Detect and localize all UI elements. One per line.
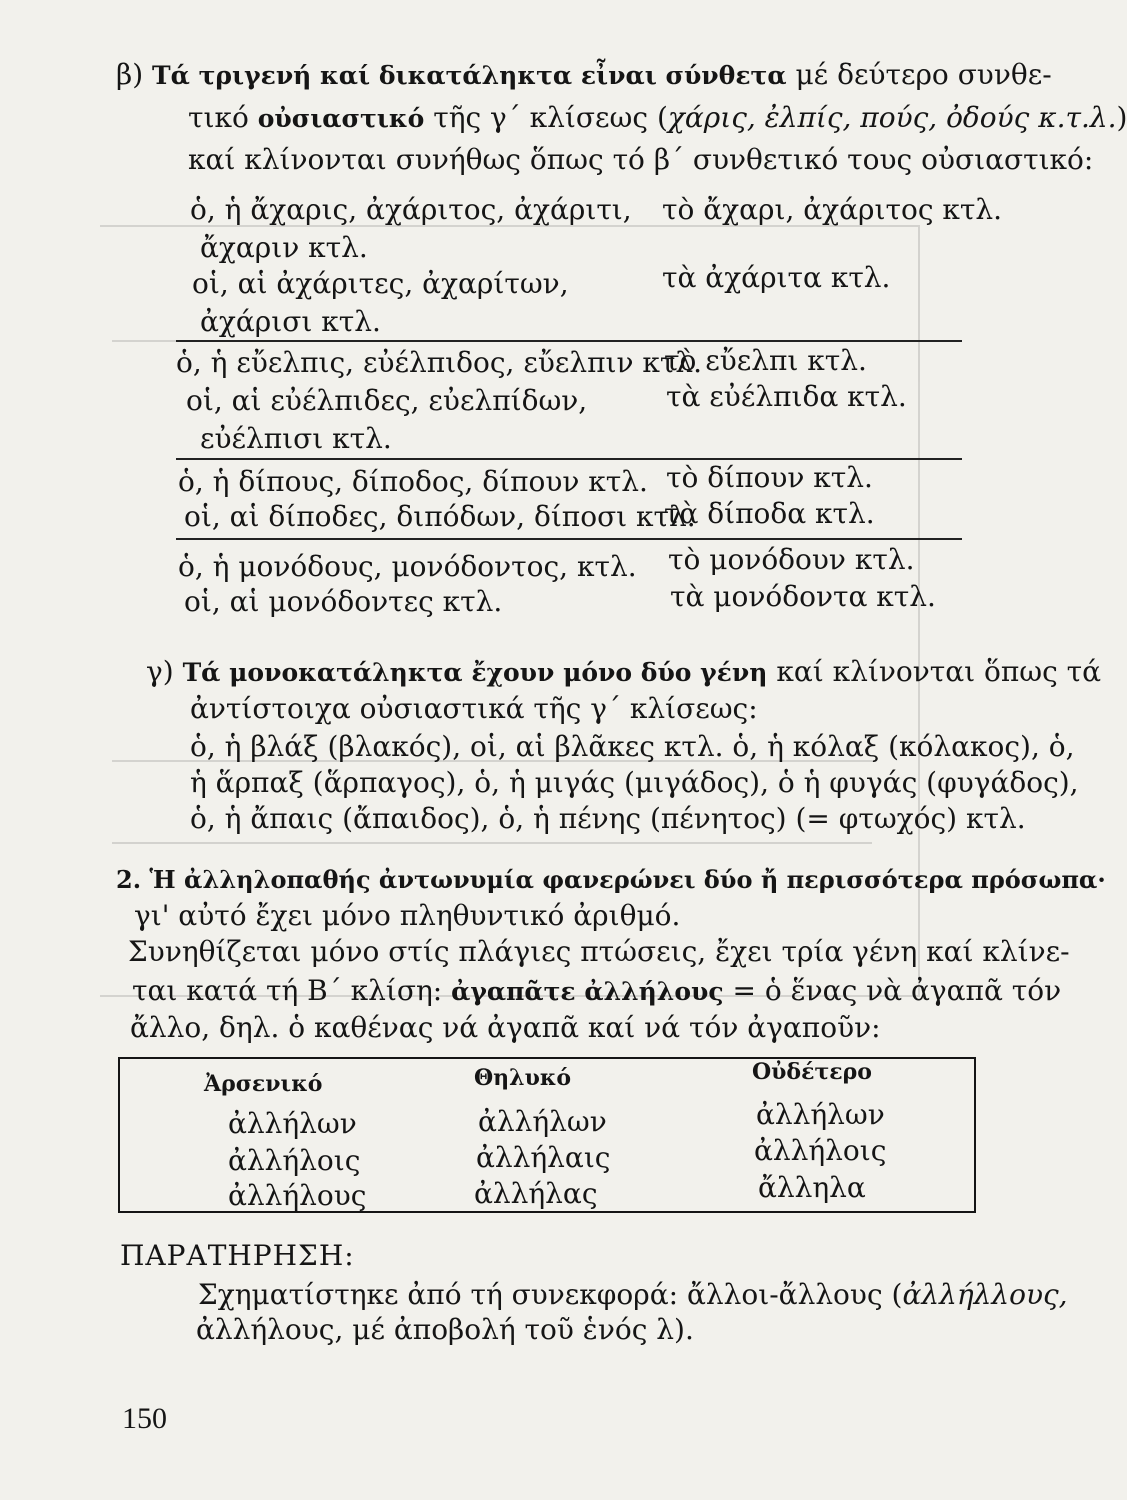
paradigm-right: τὸ ἄχαρι, ἀχάριτος κτλ. (662, 193, 1003, 226)
table-cell: ἀλλήλας (474, 1177, 598, 1210)
section-c-line-1: γ) Τά μονοκατάληκτα ἔχουν μόνο δύο γένη καί κλίνονται ὅπως τά (146, 655, 1102, 688)
paradigm-left: οἱ, αἱ δίποδες, διπόδων, δίποσι κτλ. (184, 500, 696, 533)
section-c-line-4: ἡ ἅρπαξ (ἅρπαγος), ὁ, ἡ μιγάς (μιγάδος), ὁ ἡ φυγάς (φυγάδος), (190, 766, 1079, 799)
table-cell: ἀλλήλων (756, 1098, 885, 1131)
paradigm-right: τὰ μονόδοντα κτλ. (670, 580, 936, 613)
paradigm-left: ὁ, ἡ ἄχαρις, ἀχάριτος, ἀχάριτι, (190, 193, 632, 226)
table-cell: ἀλλήλους (228, 1179, 367, 1212)
paradigm-right: τὰ εὐέλπιδα κτλ. (666, 380, 907, 413)
paradigm-left: οἱ, αἱ ἀχάριτες, ἀχαρίτων, (192, 267, 569, 300)
section-2-line-5: ἄλλο, δηλ. ὁ καθένας νά ἀγαπᾶ καί νά τόν ἀγαποῦν: (130, 1011, 881, 1044)
paradigm-left: οἱ, αἱ εὐέλπιδες, εὐελπίδων, (186, 384, 588, 417)
table-header: Ἀρσενικό (204, 1071, 323, 1097)
section-2-line-4: ται κατά τή Β΄ κλίση: ἀγαπᾶτε ἀλλήλους = ὁ ἕνας νὰ ἀγαπᾶ τόν (132, 974, 1062, 1007)
paradigm-right: τὸ μονόδουν κτλ. (668, 543, 915, 576)
paradigm-separator (176, 538, 962, 540)
paradigm-left: ἀχάρισι κτλ. (200, 305, 381, 338)
table-cell: ἀλλήλοις (228, 1144, 361, 1177)
section-c-line-3: ὁ, ἡ βλάξ (βλακός), οἱ, αἱ βλᾶκες κτλ. ὁ, ἡ κόλαξ (κόλακος), ὁ, (190, 730, 1075, 763)
section-c-line-5: ὁ, ἡ ἄπαις (ἄπαιδος), ὁ, ἡ πένης (πένητος) (= φτωχός) κτλ. (190, 802, 1026, 835)
table-cell: ἄλληλα (758, 1171, 866, 1204)
section-2-line-3: Συνηθίζεται μόνο στίς πλάγιες πτώσεις, ἔχει τρία γένη καί κλίνε- (128, 935, 1070, 968)
paradigm-right: τὰ ἀχάριτα κτλ. (662, 261, 891, 294)
paradigm-left: ἄχαριν κτλ. (200, 231, 368, 264)
section-c-line-2: ἀντίστοιχα οὐσιαστικά τῆς γ΄ κλίσεως: (190, 692, 758, 725)
section-b-line-2: τικό οὐσιαστικό τῆς γ΄ κλίσεως (χάρις, ἐλπίς, πούς, ὀδούς κ.τ.λ.) (188, 101, 1127, 134)
note-line-2: ἀλλήλους, μέ ἀποβολή τοῦ ἑνός λ). (196, 1313, 694, 1346)
section-2-line-2: γι' αὐτό ἔχει μόνο πληθυντικό ἀριθμό. (134, 899, 681, 932)
table-header: Οὐδέτερο (752, 1059, 872, 1085)
paradigm-left: ὁ, ἡ μονόδους, μονόδοντος, κτλ. (178, 550, 637, 583)
paradigm-right: τὸ δίπουν κτλ. (666, 461, 873, 494)
note-line-1: Σχηματίστηκε ἀπό τή συνεκφορά: ἄλλοι-ἄλλους (ἀλλήλλους, (198, 1278, 1068, 1311)
note-title: ΠΑΡΑΤΗΡΗΣΗ: (120, 1239, 355, 1272)
table-cell: ἀλλήλων (228, 1107, 357, 1140)
section-2-heading: 2. Ἡ ἀλληλοπαθής ἀντωνυμία φανερώνει δύο ἤ περισσότερα πρόσωπα· (116, 865, 1106, 894)
table-cell: ἀλλήλων (478, 1105, 607, 1138)
paradigm-separator (176, 340, 962, 342)
paradigm-left: οἱ, αἱ μονόδοντες κτλ. (184, 585, 503, 618)
paradigm-left: ὁ, ἡ εὔελπις, εὐέλπιδος, εὔελπιν κτλ. (176, 346, 703, 379)
table-header: Θηλυκό (474, 1065, 572, 1091)
section-b-line-1: β) Τά τριγενή καί δικατάληκτα εἶναι σύνθετα μέ δεύτερο συνθε- (116, 58, 1052, 91)
table-cell: ἀλλήλοις (754, 1134, 887, 1167)
paradigm-separator (176, 458, 962, 460)
section-b-line-3: καί κλίνονται συνήθως ὅπως τό β΄ συνθετικό τους οὐσιαστικό: (188, 143, 1094, 176)
page-number: 150 (122, 1402, 167, 1435)
table-cell: ἀλλήλαις (476, 1141, 611, 1174)
paradigm-right: τὰ δίποδα κτλ. (664, 497, 875, 530)
paradigm-left: ὁ, ἡ δίπους, δίποδος, δίπουν κτλ. (178, 465, 648, 498)
paradigm-left: εὐέλπισι κτλ. (200, 422, 392, 455)
paradigm-right: τὸ εὔελπι κτλ. (664, 344, 867, 377)
